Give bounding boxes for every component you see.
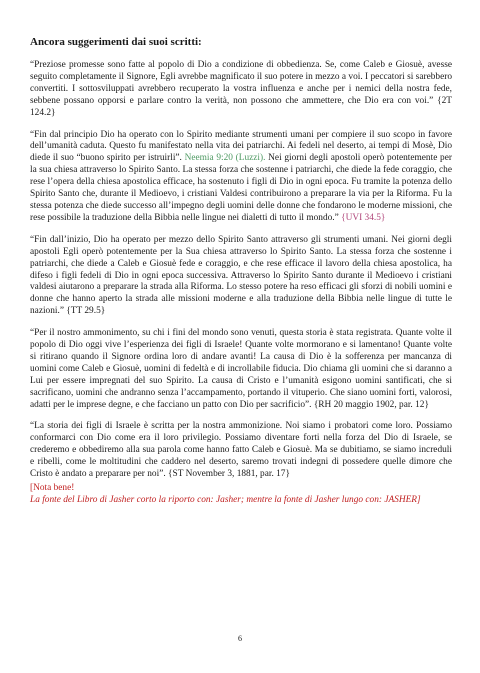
paragraph-5: “La storia dei figli di Israele è scritta per la nostra ammonizione. Noi siamo i probatori come loro. Possiamo conformarci con Dio come era il loro privilegio. Possiamo diventare forti nella forza del Dio di Israele, se crederemo e obbediremo alla sua parola come hanno fatto Caleb e Giosuè. Ma se dubitiamo, se siamo increduli e ribelli, come le moltitudini che caddero nel deserto, saremo trovati indegni di possedere quelle dimore che Cristo è andato a preparare per noi”. {ST November 3, 1881, par. 17} bbox=[30, 421, 452, 480]
paragraph-2-text-2: Nei giorni degli apostoli operò potentemente per la sua chiesa attraverso lo Spirito Santo. La stessa forza che sostenne i patriarchi, che diede la fede coraggio, che rese l’opera della chiesa apostolica efficace, ha sostenuto i figli di Dio in ogni epoca. Fu tramite la potenza dello Spirito Santo che, durante il Medioevo, i cristiani Valdesi contribuirono a preparare la via per la Riforma. Fu la stessa potenza che diede successo all’impegno degli uomini delle donne che fondarono le moderne missioni, che rese possibile la traduzione della Bibbia nelle lingue nei dialetti di tutto il mondo.” bbox=[30, 153, 452, 223]
note-label: [Nota bene! bbox=[30, 483, 75, 493]
reference-neemia: Neemia 9:20 (Luzzi). bbox=[184, 153, 266, 164]
paragraph-2 bbox=[30, 130, 452, 225]
page-number: 6 bbox=[238, 634, 242, 643]
note-body: La fonte del Libro di Jasher corto la riporto con: Jasher; mentre la fonte di Jasher lungo con: JASHER] bbox=[30, 494, 421, 505]
reference-uvi: {UVI 34.5} bbox=[341, 212, 386, 223]
paragraph-4: “Per il nostro ammonimento, su chi i fini del mondo sono venuti, questa storia è stata registrata. Quante volte il popolo di Dio oggi vive l’esperienza dei figli di Israele! Quante volte mormorano e si lamentano! Quante volte si ritirano quando il Signore ordina loro di andare avanti! La causa di Dio è la sofferenza per mancanza di uomini come Caleb e Giosuè, uomini di fedeltà e di incrollabile fiducia. Dio chiama gli uomini che si daranno a Lui per essere impregnati del suo Spirito. La causa di Cristo e l’umanità esigono uomini santificati, che si sacrificano, uomini che andranno senza l’accampamento, portando il vituperio. Che siano uomini forti, valorosi, adatti per le imprese degne, e che facciano un patto con Dio per sacrificio”. {RH 20 maggio 1902, par. 12} bbox=[30, 328, 452, 410]
paragraph-2-text-1: “Fin dal principio Dio ha operato con lo Spirito mediante strumenti umani per compiere il suo scopo in favore dell’umanità caduta. Questo fu manifestato nella vita dei patriarchi. Ai fedeli nel deserto, ai tempi di Mosè, Dio diede il suo “buono spirito per istruirli”. bbox=[30, 129, 452, 164]
section-heading: Ancora suggerimenti dai suoi scritti: bbox=[30, 36, 202, 48]
paragraph-1: “Preziose promesse sono fatte al popolo di Dio a condizione di obbedienza. Se, come Caleb e Giosuè, avesse seguito completamente il Signore, Egli avrebbe magnificato il suo potere in mezzo a voi. I peccatori si sarebbero convertiti. I sottosviluppati avrebbero recuperato la vostra influenza e anche per i nemici della nostra fede, sebbene possano opporsi e parlare contro la verità, non possono che ammettere, che Dio era con voi.” {2T 124.2} bbox=[30, 60, 452, 118]
paragraph-3: “Fin dall’inizio, Dio ha operato per mezzo dello Spirito Santo attraverso gli strumenti umani. Nei giorni degli apostoli Egli operò potentemente per la Sua chiesa attraverso lo Spirito Santo. La stessa forza che sostenne i patriarchi, che diede a Caleb e Giosuè fede e coraggio, e che rese efficace il lavoro della chiesa apostolica, ha difeso i figli fedeli di Dio in ogni epoca successiva. Attraverso lo Spirito Santo durante il Medioevo i cristiani valdesi aiutarono a preparare la strada alla Riforma. Lo stesso potere ha reso efficaci gli sforzi di nobili uomini e donne che hanno aperto la strada alle missioni moderne e alla traduzione della Bibbia nelle lingue di tutte le nazioni.” {TT 29.5} bbox=[30, 234, 452, 317]
